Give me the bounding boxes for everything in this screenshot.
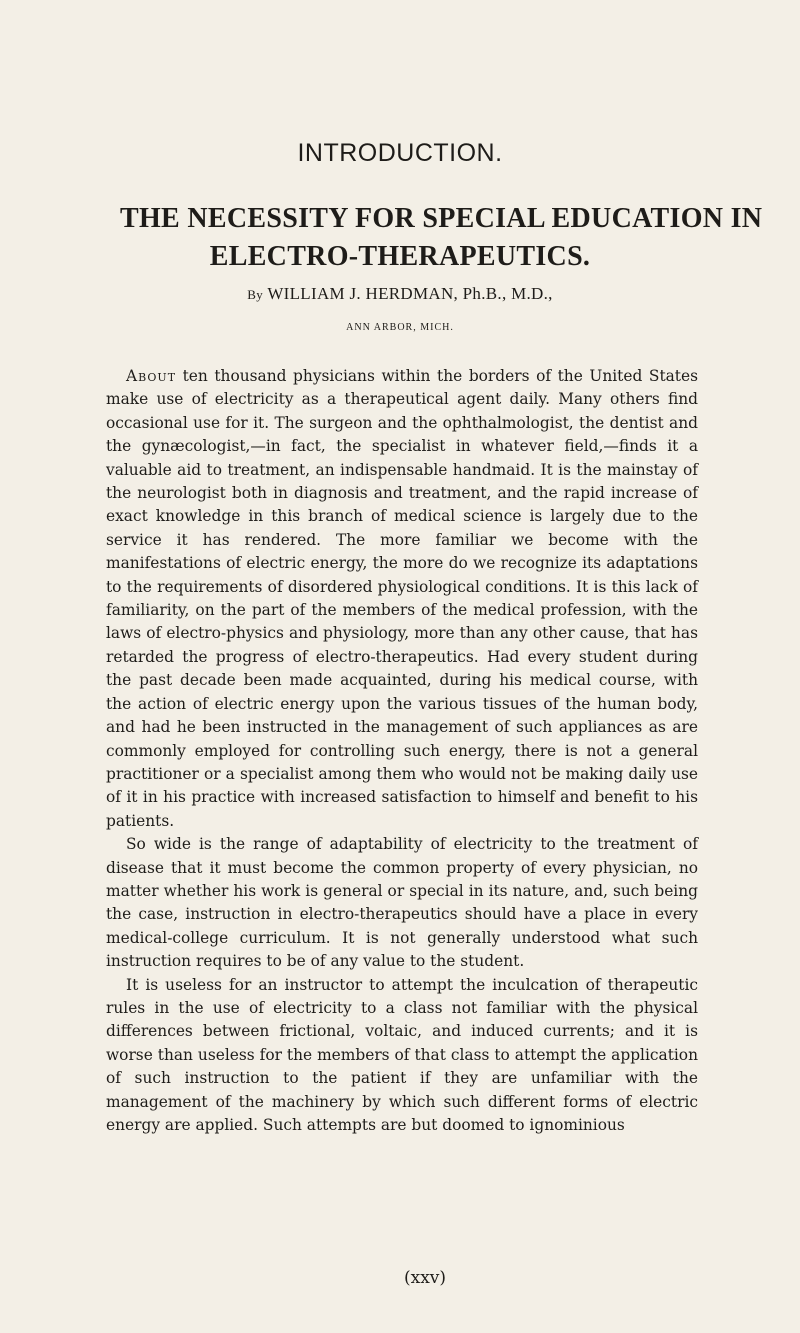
paragraph-2: So wide is the range of adaptability of electricity to the treatment of disease that it must become the common property of every physician, no matter whether his work is general or special in its nature, and, such being the case, instruction in electro-therapeutics should have a place in every medical-college curriculum. It is not generally understood what such instruction requires to be of any value to the student. <box>106 835 698 971</box>
author-degrees: Ph.B., M.D., <box>462 284 553 303</box>
paragraph-3: It is useless for an instructor to attempt the inculcation of therapeutic rules in the use of electricity to a class not familiar with the physical differences between frictional, voltaic, and induced currents; and it is worse than useless for the members of that class to attempt the application of such instruction to the patient if they are unfamiliar with the management of the machinery by which such different forms of electric energy are applied. Such attempts are but doomed to ignominious <box>106 975 698 1134</box>
article-body <box>106 365 698 1137</box>
title-line-2: ELECTRO-THERAPEUTICS. <box>209 241 591 272</box>
article-title <box>120 200 763 276</box>
paragraph-lead-word: About <box>126 367 177 385</box>
title-line-1: THE NECESSITY FOR SPECIAL EDUCATION IN <box>120 203 763 234</box>
author-location: ANN ARBOR, MICH. <box>346 322 454 333</box>
section-heading: INTRODUCTION. <box>297 139 503 167</box>
byline-prefix: By <box>247 287 264 302</box>
author-byline <box>0 284 800 304</box>
paragraph-1-text: ten thousand physicians within the borders of the United States make use of electricity as a therapeutical agent daily. Many others find occasional use for it. The surgeon and the ophthalmologist, the dentist and the gynæcologist,—in fact, the specialist in whatever field,—finds it a valuable aid to treatment, an indispensable handmaid. It is the mainstay of the neurologist both in diagnosis and treatment, and the rapid increase of exact knowledge in this branch of medical science is largely due to the service it has rendered. The more familiar we become with the manifestations of electric energy, the more do we recognize its adaptations to the requirements of disordered physiological conditions. It is this lack of familiarity, on the part of the members of the medical profession, with the laws of electro-physics and physiology, more than any other cause, that has retarded the progress of electro-therapeutics. Had every student during the past decade been made acquainted, during his medical course, with the action of electric energy upon the various tissues of the human body, and had he been instructed in the management of such appliances as are commonly employed for controlling such energy, there is not a general practitioner or a specialist among them who would not be making daily use of it in his practice with increased satisfaction to himself and benefit to his patients. <box>106 367 698 830</box>
paragraph-1 <box>106 365 698 833</box>
author-name: WILLIAM J. HERDMAN, <box>267 284 459 303</box>
page-number: (xxv) <box>403 1268 447 1288</box>
